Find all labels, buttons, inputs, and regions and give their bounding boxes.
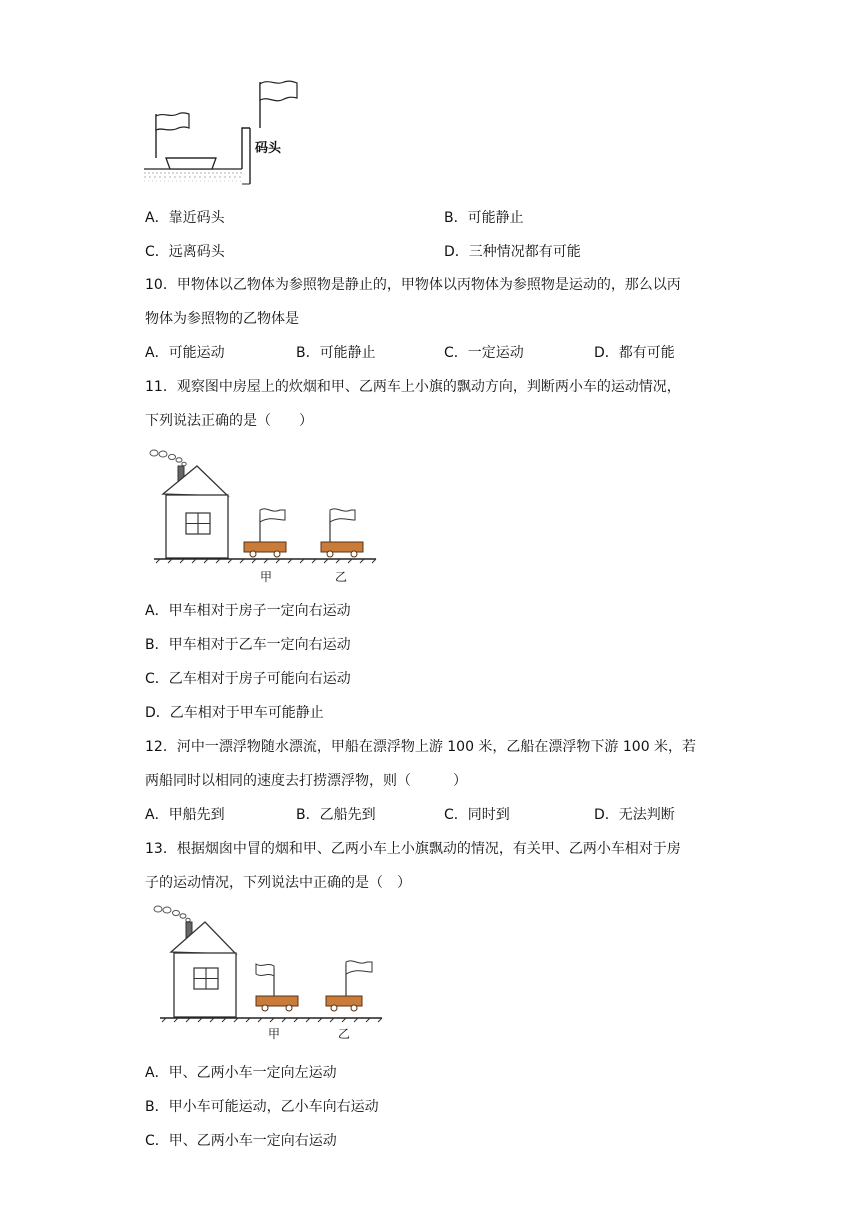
q12-option-b: B．乙船先到 <box>296 807 376 823</box>
house-cars-figure-1 <box>150 446 382 588</box>
q13-option-c: C．甲、乙两小车一定向右运动 <box>145 1133 337 1149</box>
ground <box>154 559 376 563</box>
q12-stem-line2: 两船同时以相同的速度去打捞漂浮物，则（ ） <box>145 773 467 789</box>
pier-flag <box>260 81 297 128</box>
house <box>171 922 236 1017</box>
q11-stem-line1: 11．观察图中房屋上的炊烟和甲、乙两车上小旗的飘动方向，判断两小车的运动情况， <box>145 379 681 395</box>
q13-stem-line2: 子的运动情况，下列说法中正确的是（ ） <box>145 875 411 891</box>
q10-option-d: D．都有可能 <box>594 345 675 361</box>
q13-option-b: B．甲小车可能运动，乙小车向右运动 <box>145 1099 379 1115</box>
boat-flag <box>156 113 189 158</box>
car-yi-label: 乙 <box>338 1027 351 1041</box>
q12-stem-line1: 12．河中一漂浮物随水漂流，甲船在漂浮物上游 100 米，乙船在漂浮物下游 100 米，若 <box>145 739 697 755</box>
pier <box>242 128 250 184</box>
car-jia <box>256 964 298 1011</box>
ground <box>160 1018 382 1022</box>
boat-pier-figure <box>140 74 300 190</box>
q9-option-d: D．三种情况都有可能 <box>444 244 581 260</box>
water-surface <box>144 169 242 181</box>
car-jia <box>244 509 286 557</box>
q11-option-c: C．乙车相对于房子可能向右运动 <box>145 671 351 687</box>
car-yi <box>321 509 363 557</box>
car-yi-label: 乙 <box>335 570 348 584</box>
q12-option-d: D．无法判断 <box>594 807 675 823</box>
q11-option-a: A．甲车相对于房子一定向右运动 <box>145 603 351 619</box>
q11-stem-line2: 下列说法正确的是（ ） <box>145 413 313 429</box>
boat <box>166 158 216 169</box>
q11-option-d: D．乙车相对于甲车可能静止 <box>145 705 324 721</box>
q13-stem-line1: 13．根据烟囱中冒的烟和甲、乙两小车上小旗飘动的情况，有关甲、乙两小车相对于房 <box>145 841 681 857</box>
car-jia-label: 甲 <box>260 570 273 584</box>
q13-option-a: A．甲、乙两小车一定向左运动 <box>145 1065 337 1081</box>
q12-option-c: C．同时到 <box>444 807 510 823</box>
q9-option-c: C．远离码头 <box>145 244 225 260</box>
q12-option-a: A．甲船先到 <box>145 807 225 823</box>
q10-option-b: B．可能静止 <box>296 345 376 361</box>
q10-option-c: C．一定运动 <box>444 345 524 361</box>
pier-label: 码头 <box>255 141 282 156</box>
q10-stem-line1: 10．甲物体以乙物体为参照物是静止的，甲物体以丙物体为参照物是运动的，那么以丙 <box>145 277 681 293</box>
chimney-smoke <box>154 906 190 922</box>
q11-option-b: B．甲车相对于乙车一定向右运动 <box>145 637 351 653</box>
house <box>163 466 228 558</box>
house-cars-figure-2 <box>154 902 386 1044</box>
q10-option-a: A．可能运动 <box>145 345 225 361</box>
car-yi <box>326 961 372 1011</box>
chimney-smoke <box>150 450 186 466</box>
q9-option-a: A．靠近码头 <box>145 210 225 226</box>
q10-stem-line2: 物体为参照物的乙物体是 <box>145 311 299 327</box>
q9-option-b: B．可能静止 <box>444 210 524 226</box>
car-jia-label: 甲 <box>268 1027 281 1041</box>
